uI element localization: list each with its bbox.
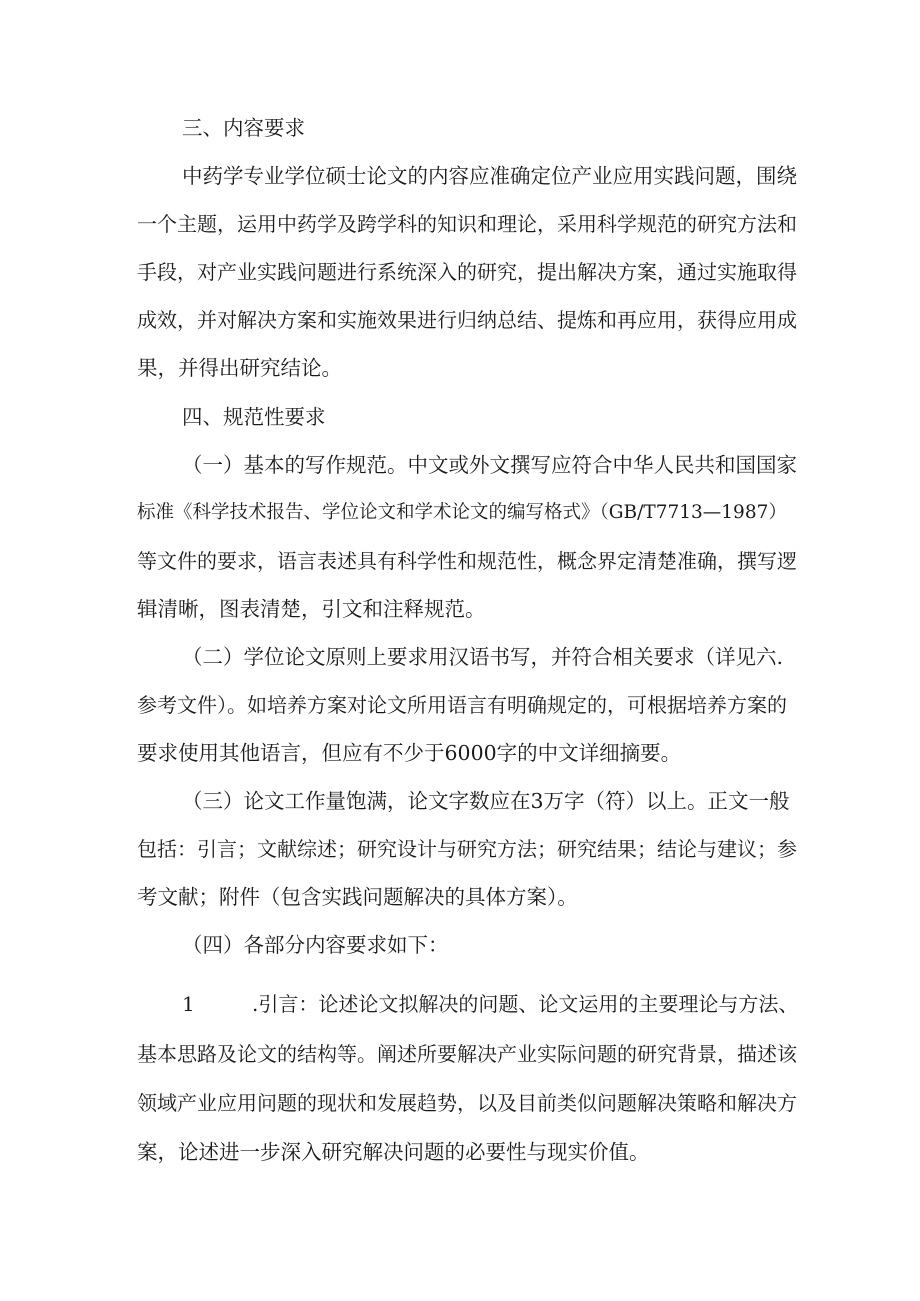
point-line: 领域产业应用问题的现状和发展趋势，以及目前类似问题解决策略和解决方: [137, 1091, 797, 1115]
item-line: 考文献；附件（包含实践问题解决的具体方案）。: [137, 885, 578, 909]
point-number: 1: [182, 992, 195, 1016]
point-line: 基本思路及论文的结构等。阐述所要解决产业实际问题的研究背景，描述该: [137, 1042, 797, 1066]
item-line: （二）学位论文原则上要求用汉语书写，并符合相关要求（详见六.: [182, 645, 784, 669]
point-text: .引言：论述论文拟解决的问题、论文运用的主要理论与方法、: [252, 992, 799, 1016]
item-line: 等文件的要求，语言表述具有科学性和规范性，概念界定清楚准确，撰写逻: [137, 549, 797, 573]
paragraph-line: 成效，并对解决方案和实施效果进行归纳总结、提炼和再应用，获得应用成: [137, 308, 797, 332]
point-line: [182, 990, 798, 1018]
item-line: 参考文件）。如培养方案对论文所用语言有明确规定的，可根据培养方案的: [137, 693, 787, 717]
section-heading-content-requirements: 三、内容要求: [182, 116, 305, 140]
item-line: 辑清晰，图表清楚，引文和注释规范。: [137, 597, 486, 621]
paragraph-line: 果，并得出研究结论。: [137, 356, 342, 380]
section-heading-normative-requirements: 四、规范性要求: [182, 405, 326, 429]
item-heading: （四）各部分内容要求如下：: [182, 933, 449, 957]
item-line: （三）论文工作量饱满，论文字数应在3万字（符）以上。正文一般: [182, 789, 790, 813]
item-line: （一）基本的写作规范。中文或外文撰写应符合中华人民共和国国家: [182, 453, 797, 477]
paragraph-line: 中药学专业学位硕士论文的内容应准确定位产业应用实践问题，围绕: [182, 164, 797, 188]
paragraph-line: 一个主题，运用中药学及跨学科的知识和理论，采用科学规范的研究方法和: [137, 212, 797, 236]
point-line: 案，论述进一步深入研究解决问题的必要性与现实价值。: [137, 1140, 650, 1164]
item-line: 包括：引言；文献综述；研究设计与研究方法；研究结果；结论与建议；参: [137, 837, 797, 861]
paragraph-line: 手段，对产业实践问题进行系统深入的研究，提出解决方案，通过实施取得: [137, 260, 797, 284]
item-line: 要求使用其他语言，但应有不少于6000字的中文详细摘要。: [137, 741, 682, 765]
item-line: 标准《科学技术报告、学位论文和学术论文的编写格式》（GB/T7713—1987）: [137, 502, 787, 523]
